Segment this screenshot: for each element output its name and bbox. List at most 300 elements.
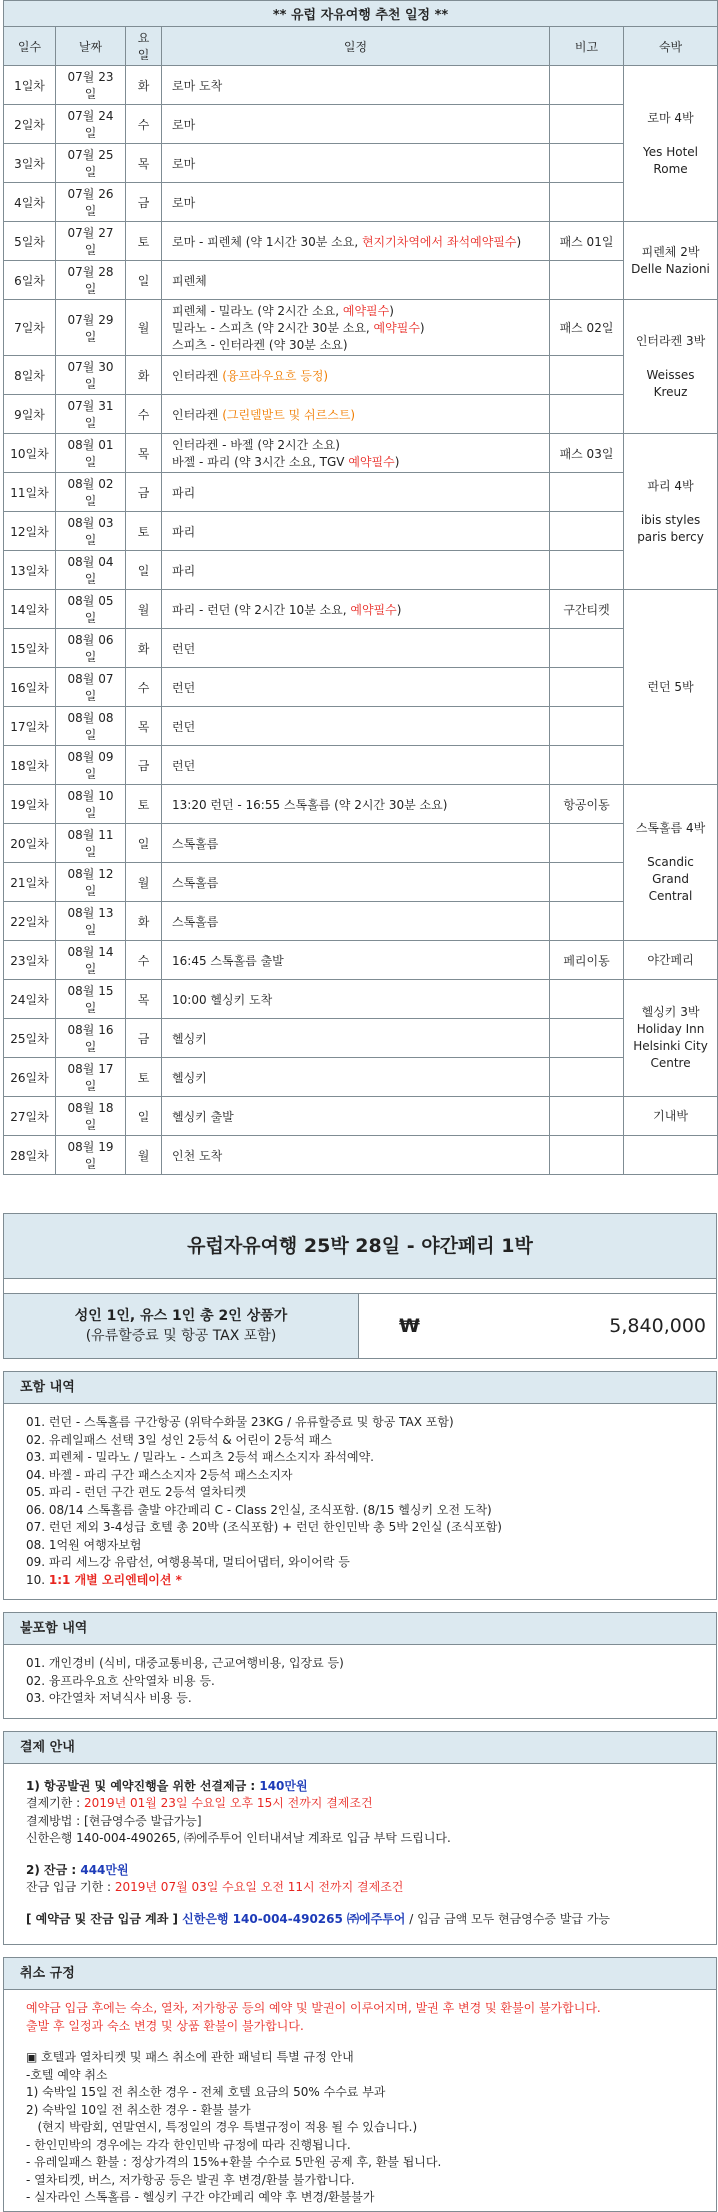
plan-cell [162, 590, 550, 629]
note-cell [550, 183, 624, 222]
payment-section [3, 1731, 717, 1946]
day-cell: 25일차 [4, 1019, 56, 1058]
schedule-row [4, 707, 718, 746]
plan-text: 파리 [172, 524, 196, 539]
balance-deadline-value: 2019년 07월 03일 수요일 오전 11시 전까지 결제조건 [114, 1880, 404, 1894]
lodging-cell [624, 222, 718, 300]
schedule-title: ** 유럽 자유여행 추천 일정 ** [4, 1, 718, 27]
date-cell: 07월 30일 [56, 356, 126, 395]
weekday-cell: 금 [126, 183, 162, 222]
excluded-item: 02. 융프라우요흐 산악열차 비용 등. [26, 1673, 215, 1688]
day-cell: 13일차 [4, 551, 56, 590]
weekday-cell: 화 [126, 356, 162, 395]
plan-text: 헬싱키 출발 [172, 1109, 234, 1124]
schedule-row [4, 551, 718, 590]
plan-text: ) [396, 602, 402, 617]
cancellation-rule: 1) 숙박일 15일 전 취소한 경우 - 전체 호텔 요금의 50% 수수료 부과 [26, 2085, 386, 2099]
plan-cell [162, 434, 550, 473]
note-cell [550, 66, 624, 105]
note-cell: 구간티켓 [550, 590, 624, 629]
day-cell: 18일차 [4, 746, 56, 785]
note-cell: 패스 02일 [550, 300, 624, 356]
lodging-line: paris bercy [637, 529, 704, 544]
day-cell: 24일차 [4, 980, 56, 1019]
plan-line [172, 562, 543, 579]
plan-text: 런던 [172, 719, 196, 734]
schedule-row [4, 824, 718, 863]
lodging-line: ibis styles [640, 512, 701, 527]
date-cell: 08월 07일 [56, 668, 126, 707]
cancellation-rule: ▣ 호텔과 열차티켓 및 패스 취소에 관한 패널티 특별 규정 안내 [26, 2050, 354, 2064]
note-cell [550, 980, 624, 1019]
plan-line [172, 272, 543, 289]
deadline-label: 결제기한 : [26, 1796, 85, 1810]
schedule-row [4, 395, 718, 434]
plan-highlight: 예약필수 [373, 321, 420, 335]
note-cell [550, 1136, 624, 1175]
included-item: 07. 런던 제외 3-4성급 호텔 총 20박 (조식포함) + 런던 한인민박 총 5박 2인실 (조식포함) [26, 1520, 502, 1534]
weekday-cell: 화 [126, 902, 162, 941]
payment-method: 결제방법 : [현금영수증 발급가능] [26, 1813, 202, 1828]
plan-text: 파리 - 런던 (약 2시간 10분 소요, [172, 602, 351, 617]
note-cell [550, 746, 624, 785]
schedule-row [4, 590, 718, 629]
plan-text: ) [419, 321, 425, 335]
lodging-line: 야간페리 [647, 952, 694, 967]
currency-symbol: ₩ [399, 1315, 420, 1337]
included-list [4, 1404, 716, 1599]
lodging-line [630, 495, 711, 512]
deposit-label: 1) 항공발권 및 예약진행을 위한 선결제금 : [26, 1778, 260, 1793]
date-cell: 07월 25일 [56, 144, 126, 183]
cancellation-body [4, 1990, 716, 2211]
plan-text: 피렌체 - 밀라노 (약 2시간 소요, [172, 304, 343, 318]
date-cell: 08월 02일 [56, 473, 126, 512]
plan-line [172, 1069, 543, 1086]
plan-cell [162, 668, 550, 707]
note-cell [550, 902, 624, 941]
weekday-cell: 일 [126, 261, 162, 300]
included-item: 01. 런던 - 스톡홀름 구간항공 (위탁수화물 23KG / 유류할증료 및 항공 TAX 포함) [26, 1415, 454, 1429]
plan-text: 인터라켄 - 바젤 (약 2시간 소요) [172, 438, 340, 452]
note-cell [550, 668, 624, 707]
plan-cell [162, 183, 550, 222]
day-cell: 1일차 [4, 66, 56, 105]
plan-line [172, 155, 543, 172]
lodging-line: Weisses Kreuz [646, 367, 695, 399]
day-cell: 8일차 [4, 356, 56, 395]
product-price [359, 1294, 716, 1358]
schedule-row [4, 66, 718, 105]
plan-cell [162, 1136, 550, 1175]
plan-text: 피렌체 [172, 273, 207, 288]
plan-line [172, 367, 543, 384]
weekday-cell: 목 [126, 707, 162, 746]
orientation-highlight: 1:1 개별 오리엔테이션 * [48, 1572, 182, 1587]
product-price-box [3, 1293, 717, 1359]
plan-text: 로마 [172, 117, 196, 132]
date-cell: 08월 18일 [56, 1097, 126, 1136]
date-cell: 08월 04일 [56, 551, 126, 590]
plan-cell [162, 222, 550, 261]
balance-deadline-line [26, 1879, 700, 1897]
lodging-line: Rome [653, 161, 688, 176]
plan-line [172, 640, 543, 657]
plan-cell [162, 902, 550, 941]
account-line [26, 1911, 700, 1929]
plan-line [172, 1030, 543, 1047]
lodging-cell [624, 300, 718, 434]
balance-line [26, 1862, 700, 1880]
payment-body [4, 1764, 716, 1945]
plan-line [172, 484, 543, 501]
plan-cell [162, 707, 550, 746]
plan-cell [162, 1058, 550, 1097]
plan-text: 인터라켄 [172, 368, 223, 383]
weekday-cell: 목 [126, 144, 162, 183]
plan-highlight: 예약필수 [342, 304, 390, 318]
schedule-row [4, 1136, 718, 1175]
schedule-row [4, 746, 718, 785]
plan-cell [162, 300, 550, 356]
date-cell: 07월 28일 [56, 261, 126, 300]
weekday-cell: 토 [126, 1058, 162, 1097]
note-cell [550, 1097, 624, 1136]
date-cell: 08월 14일 [56, 941, 126, 980]
lodging-line: 로마 4박 [647, 110, 694, 125]
plan-line [172, 679, 543, 696]
weekday-cell: 수 [126, 105, 162, 144]
day-cell: 14일차 [4, 590, 56, 629]
column-header: 일정 [162, 27, 550, 66]
product-title: 유럽자유여행 25박 28일 - 야간페리 1박 [3, 1213, 717, 1279]
plan-line [172, 233, 543, 250]
date-cell: 08월 01일 [56, 434, 126, 473]
lodging-line: 기내박 [653, 1108, 688, 1123]
date-cell: 08월 03일 [56, 512, 126, 551]
lodging-line: 파리 4박 [647, 478, 694, 493]
weekday-cell: 토 [126, 512, 162, 551]
lodging-cell [624, 66, 718, 222]
weekday-cell: 화 [126, 66, 162, 105]
day-cell: 22일차 [4, 902, 56, 941]
plan-text: 로마 [172, 195, 196, 210]
plan-cell [162, 863, 550, 902]
lodging-line [630, 837, 711, 854]
plan-line [172, 194, 543, 211]
schedule-row [4, 261, 718, 300]
lodging-line: 헬싱키 3박 [641, 1005, 700, 1019]
plan-text: 13:20 런던 - 16:55 스톡홀름 (약 2시간 30분 소요) [172, 797, 448, 812]
plan-line [172, 913, 543, 930]
day-cell: 16일차 [4, 668, 56, 707]
date-cell: 08월 13일 [56, 902, 126, 941]
lodging-line [630, 350, 711, 367]
day-cell: 6일차 [4, 261, 56, 300]
note-cell [550, 1058, 624, 1097]
plan-cell [162, 512, 550, 551]
plan-text: 인터라켄 [172, 407, 223, 422]
day-cell: 9일차 [4, 395, 56, 434]
lodging-line: Yes Hotel [643, 144, 699, 159]
plan-text: 스톡홀름 [172, 875, 219, 890]
day-cell: 5일차 [4, 222, 56, 261]
plan-text: 헬싱키 [172, 1070, 207, 1085]
deposit-amount: 140만원 [259, 1778, 308, 1793]
date-cell: 08월 10일 [56, 785, 126, 824]
schedule-row [4, 1097, 718, 1136]
note-cell [550, 473, 624, 512]
schedule-table [3, 0, 718, 1175]
plan-text: 파리 [172, 563, 196, 578]
schedule-row [4, 902, 718, 941]
column-header: 비고 [550, 27, 624, 66]
plan-line [172, 1147, 543, 1164]
schedule-row [4, 785, 718, 824]
weekday-cell: 월 [126, 1136, 162, 1175]
schedule-row [4, 356, 718, 395]
lodging-line: Central [648, 889, 693, 903]
lodging-cell [624, 590, 718, 785]
plan-line [172, 77, 543, 94]
account-value: 신한은행 140-004-490265 ㈜에주투어 [182, 1911, 406, 1926]
plan-cell [162, 629, 550, 668]
note-cell [550, 395, 624, 434]
lodging-line: 피렌체 2박 [641, 244, 700, 259]
plan-text: 바젤 - 파리 (약 3시간 소요, TGV [172, 455, 349, 469]
schedule-row [4, 473, 718, 512]
plan-text: 파리 [172, 485, 196, 500]
included-item: 08. 1억원 여행자보험 [26, 1537, 142, 1552]
deadline-line [26, 1795, 700, 1813]
weekday-cell: 수 [126, 668, 162, 707]
plan-cell [162, 144, 550, 183]
product-desc-line1: 성인 1인, 유스 1인 총 2인 상품가 [74, 1308, 288, 1324]
weekday-cell: 목 [126, 434, 162, 473]
weekday-cell: 금 [126, 746, 162, 785]
note-cell [550, 824, 624, 863]
balance-label: 2) 잔금 : [26, 1862, 81, 1877]
plan-cell [162, 746, 550, 785]
balance-amount: 444만원 [80, 1862, 129, 1877]
plan-line [172, 453, 543, 470]
plan-cell [162, 395, 550, 434]
plan-line [172, 1108, 543, 1125]
plan-text: 헬싱키 [172, 1031, 207, 1046]
weekday-cell: 목 [126, 980, 162, 1019]
schedule-row [4, 941, 718, 980]
note-cell [550, 356, 624, 395]
lodging-cell [624, 1097, 718, 1136]
included-section [3, 1371, 717, 1600]
date-cell: 08월 16일 [56, 1019, 126, 1058]
column-header: 일수 [4, 27, 56, 66]
date-cell: 07월 31일 [56, 395, 126, 434]
day-cell: 28일차 [4, 1136, 56, 1175]
plan-text: ) [516, 234, 522, 249]
lodging-line [630, 1147, 711, 1164]
plan-cell [162, 785, 550, 824]
included-item-10-number: 10. [26, 1572, 49, 1587]
schedule-row [4, 629, 718, 668]
day-cell: 10일차 [4, 434, 56, 473]
date-cell: 07월 23일 [56, 66, 126, 105]
lodging-cell [624, 941, 718, 980]
plan-text: 스피츠 - 인터라켄 (약 30분 소요) [172, 338, 348, 352]
schedule-row [4, 183, 718, 222]
cancellation-section [3, 1957, 717, 2212]
day-cell: 11일차 [4, 473, 56, 512]
included-item: 09. 파리 세느강 유람선, 여행용복대, 멀티어댑터, 와이어락 등 [26, 1555, 350, 1569]
schedule-row [4, 300, 718, 356]
day-cell: 4일차 [4, 183, 56, 222]
schedule-row [4, 222, 718, 261]
weekday-cell: 토 [126, 785, 162, 824]
plan-cell [162, 980, 550, 1019]
included-item: 03. 피렌체 - 밀라노 / 밀라노 - 스피츠 2등석 패스소지자 좌석예약. [26, 1450, 374, 1464]
note-cell [550, 863, 624, 902]
date-cell: 08월 11일 [56, 824, 126, 863]
note-cell: 페리이동 [550, 941, 624, 980]
lodging-line: 인터라켄 3박 [635, 333, 706, 348]
lodging-line: 런던 5박 [647, 679, 694, 694]
date-cell: 07월 26일 [56, 183, 126, 222]
day-cell: 15일차 [4, 629, 56, 668]
cancellation-rule: - 유레일패스 환불 : 정상가격의 15%+환불 수수료 5만원 공제 후, 환불 됩니다. [26, 2155, 442, 2169]
included-item-10 [26, 1572, 700, 1590]
plan-cell [162, 261, 550, 300]
price-value: 5,840,000 [609, 1315, 706, 1337]
note-cell: 패스 03일 [550, 434, 624, 473]
date-cell: 07월 27일 [56, 222, 126, 261]
day-cell: 19일차 [4, 785, 56, 824]
schedule-row [4, 105, 718, 144]
cancellation-warning: 예약금 입금 후에는 숙소, 열차, 저가항공 등의 예약 및 발권이 이루어지며, 발권 후 변경 및 환불이 불가합니다. [26, 2001, 601, 2015]
weekday-cell: 일 [126, 1097, 162, 1136]
payment-title: 결제 안내 [4, 1732, 716, 1764]
plan-text: 로마 도착 [172, 78, 223, 93]
note-cell [550, 551, 624, 590]
included-item: 04. 바젤 - 파리 구간 패스소지자 2등석 패스소지자 [26, 1467, 293, 1482]
cancellation-rule: - 실자라인 스톡홀름 - 헬싱키 구간 야간페리 예약 후 변경/환불불가 [26, 2190, 375, 2204]
plan-line [172, 718, 543, 735]
note-cell: 패스 01일 [550, 222, 624, 261]
account-label: [ 예약금 및 잔금 입금 계좌 ] [26, 1911, 183, 1926]
cancellation-warning: 출발 후 일정과 숙소 변경 및 상품 환불이 불가합니다. [26, 2018, 304, 2033]
plan-text: 밀라노 - 스피츠 (약 2시간 30분 소요, [172, 321, 374, 335]
weekday-cell: 월 [126, 590, 162, 629]
plan-cell [162, 551, 550, 590]
plan-highlight: (그린델발트 및 쉬르스트) [222, 407, 356, 422]
lodging-line: Centre [650, 1056, 691, 1070]
deadline-value: 2019년 01월 23일 수요일 오후 15시 전까지 결제조건 [84, 1796, 373, 1810]
bank-line: 신한은행 140-004-490265, ㈜에주투어 인터내셔날 계좌로 입금 부탁 드립니다. [26, 1831, 451, 1845]
lodging-cell [624, 980, 718, 1097]
weekday-cell: 토 [126, 222, 162, 261]
plan-text: 스톡홀름 [172, 914, 219, 929]
plan-cell [162, 473, 550, 512]
schedule-header-row [4, 27, 718, 66]
deposit-line [26, 1778, 700, 1796]
date-cell: 07월 24일 [56, 105, 126, 144]
plan-line [172, 116, 543, 133]
cancellation-rule: - 열차티켓, 버스, 저가항공 등은 발권 후 변경/환불 불가합니다. [26, 2172, 355, 2187]
included-title: 포함 내역 [4, 1372, 716, 1404]
plan-line [172, 336, 543, 353]
day-cell: 26일차 [4, 1058, 56, 1097]
weekday-cell: 금 [126, 1019, 162, 1058]
schedule-row [4, 668, 718, 707]
day-cell: 2일차 [4, 105, 56, 144]
plan-line [172, 757, 543, 774]
date-cell: 08월 19일 [56, 1136, 126, 1175]
excluded-title: 불포함 내역 [4, 1613, 716, 1645]
cancellation-rule: - 한인민박의 경우에는 각각 한인민박 규정에 따라 진행됩니다. [26, 2137, 351, 2152]
schedule-row [4, 980, 718, 1019]
plan-text: 16:45 스톡홀름 출발 [172, 953, 284, 968]
weekday-cell: 일 [126, 824, 162, 863]
excluded-list [4, 1645, 716, 1718]
plan-text: 런던 [172, 758, 196, 773]
cancellation-title: 취소 규정 [4, 1958, 716, 1990]
note-cell [550, 512, 624, 551]
note-cell [550, 629, 624, 668]
plan-text: 스톡홀름 [172, 836, 219, 851]
plan-line [172, 302, 543, 319]
day-cell: 7일차 [4, 300, 56, 356]
weekday-cell: 수 [126, 941, 162, 980]
included-item: 05. 파리 - 런던 구간 편도 2등석 열차티켓 [26, 1485, 247, 1499]
plan-cell [162, 824, 550, 863]
schedule-row [4, 434, 718, 473]
lodging-cell [624, 434, 718, 590]
date-cell: 08월 17일 [56, 1058, 126, 1097]
plan-text: 인천 도착 [172, 1148, 223, 1163]
column-header: 날짜 [56, 27, 126, 66]
day-cell: 23일차 [4, 941, 56, 980]
product-spacer [3, 1279, 717, 1293]
schedule-row [4, 863, 718, 902]
lodging-line: Delle Nazioni [631, 261, 710, 276]
plan-line [172, 952, 543, 969]
included-item: 02. 유레일패스 선택 3일 성인 2등석 & 어린이 2등석 패스 [26, 1432, 332, 1447]
note-cell [550, 105, 624, 144]
schedule-row [4, 512, 718, 551]
plan-line [172, 601, 543, 618]
cancellation-rule: 2) 숙박일 10일 전 취소한 경우 - 환불 불가 [26, 2102, 251, 2117]
plan-cell [162, 941, 550, 980]
plan-text: 런던 [172, 680, 196, 695]
plan-text: 로마 [172, 156, 196, 171]
note-cell [550, 261, 624, 300]
plan-text: ) [394, 455, 400, 469]
excluded-item: 03. 야간열차 저녁식사 비용 등. [26, 1691, 192, 1705]
schedule-row [4, 1058, 718, 1097]
plan-text: 런던 [172, 641, 196, 656]
plan-highlight: 예약필수 [350, 602, 397, 617]
plan-line [172, 796, 543, 813]
plan-highlight: 현지기차역에서 좌석예약필수 [361, 234, 517, 249]
day-cell: 20일차 [4, 824, 56, 863]
note-cell [550, 1019, 624, 1058]
plan-cell [162, 105, 550, 144]
plan-line [172, 406, 543, 423]
weekday-cell: 화 [126, 629, 162, 668]
lodging-line: Scandic Grand [647, 855, 694, 886]
schedule-row [4, 1019, 718, 1058]
lodging-line: Helsinki City [633, 1039, 708, 1053]
day-cell: 27일차 [4, 1097, 56, 1136]
